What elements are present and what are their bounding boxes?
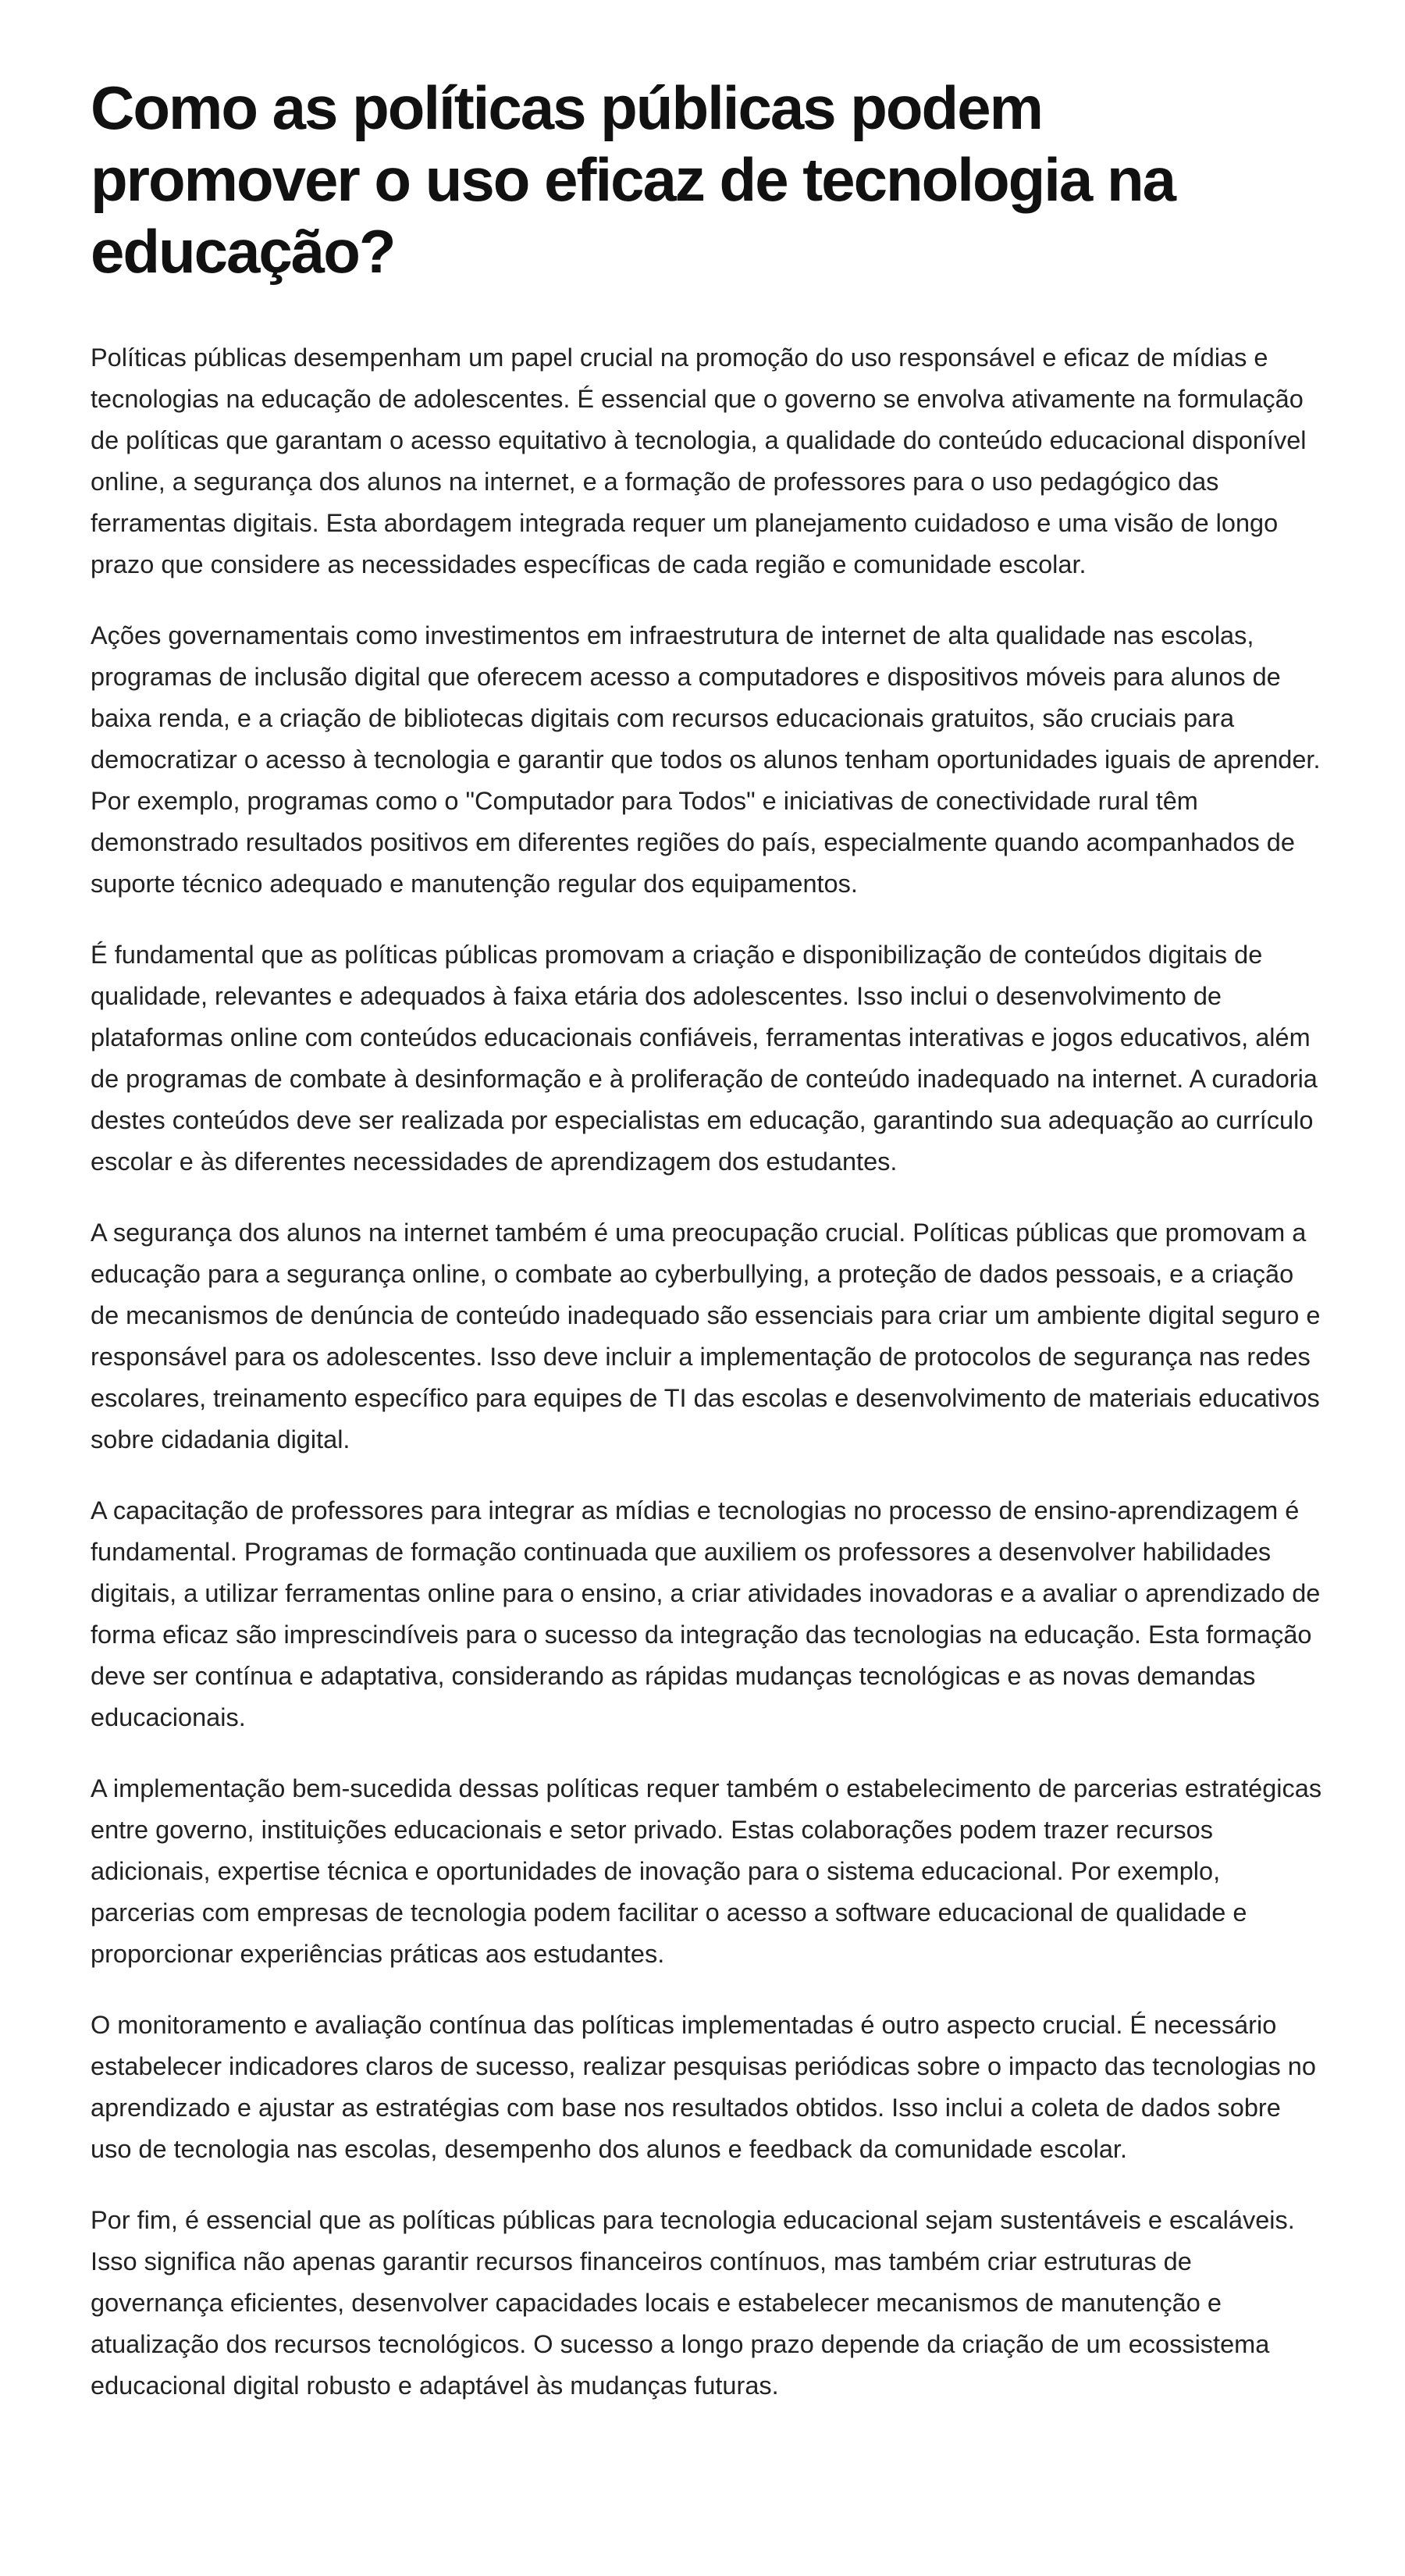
- paragraph: O monitoramento e avaliação contínua das políticas implementadas é outro aspecto crucial. É necessário estabelecer indicadores claros de sucesso, realizar pesquisas periódicas sobre o impacto das tecnologias no aprendizado e ajustar as estratégias com base nos resultados obtidos. Isso inclui a coleta de dados sobre uso de tecnologia nas escolas, desempenho dos alunos e feedback da comunidade escolar.: [91, 2011, 1316, 2163]
- paragraph: É fundamental que as políticas públicas promovam a criação e disponibilização de conteúdos digitais de qualidade, relevantes e adequados à faixa etária dos adolescentes. Isso inclui o desenvolvimento de plataformas online com conteúdos educacionais confiáveis, ferramentas interativas e jogos educativos, além de programas de combate à desinformação e à proliferação de conteúdo inadequado na internet. A curadoria destes conteúdos deve ser realizada por especialistas em educação, garantindo sua adequação ao currículo escolar e às diferentes necessidades de aprendizagem dos estudantes.: [91, 941, 1318, 1176]
- article: [91, 72, 1324, 2436]
- article-title: Como as políticas públicas podem promover o uso eficaz de tecnologia na educação?: [91, 73, 1175, 286]
- paragraph: A implementação bem-sucedida dessas políticas requer também o estabelecimento de parcerias estratégicas entre governo, instituições educacionais e setor privado. Estas colaborações podem trazer recursos adicionais, expertise técnica e oportunidades de inovação para o sistema educacional. Por exemplo, parcerias com empresas de tecnologia podem facilitar o acesso a software educacional de qualidade e proporcionar experiências práticas aos estudantes.: [91, 1774, 1322, 1968]
- paragraph: Ações governamentais como investimentos em infraestrutura de internet de alta qualidade nas escolas, programas de inclusão digital que oferecem acesso a computadores e dispositivos móveis para alunos de baixa renda, e a criação de bibliotecas digitais com recursos educacionais gratuitos, são cruciais para democratizar o acesso à tecnologia e garantir que todos os alunos tenham oportunidades iguais de aprender. Por exemplo, programas como o "Computador para Todos" e iniciativas de conectividade rural têm demonstrado resultados positivos em diferentes regiões do país, especialmente quando acompanhados de suporte técnico adequado e manutenção regular dos equipamentos.: [91, 621, 1321, 898]
- paragraph: Políticas públicas desempenham um papel crucial na promoção do uso responsável e eficaz de mídias e tecnologias na educação de adolescentes. É essencial que o governo se envolva ativamente na formulação de políticas que garantam o acesso equitativo à tecnologia, a qualidade do conteúdo educacional disponível online, a segurança dos alunos na internet, e a formação de professores para o uso pedagógico das ferramentas digitais. Esta abordagem integrada requer um planejamento cuidadoso e uma visão de longo prazo que considere as necessidades específicas de cada região e comunidade escolar.: [91, 343, 1307, 578]
- paragraph: A capacitação de professores para integrar as mídias e tecnologias no processo de ensino-aprendizagem é fundamental. Programas de formação continuada que auxiliem os professores a desenvolver habilidades digitais, a utilizar ferramentas online para o ensino, a criar atividades inovadoras e a avaliar o aprendizado de forma eficaz são imprescindíveis para o sucesso da integração das tecnologias na educação. Esta formação deve ser contínua e adaptativa, considerando as rápidas mudanças tecnológicas e as novas demandas educacionais.: [91, 1496, 1321, 1731]
- paragraph: Por fim, é essencial que as políticas públicas para tecnologia educacional sejam sustentáveis e escaláveis. Isso significa não apenas garantir recursos financeiros contínuos, mas também criar estruturas de governança eficientes, desenvolver capacidades locais e estabelecer mecanismos de manutenção e atualização dos recursos tecnológicos. O sucesso a longo prazo depende da criação de um ecossistema educacional digital robusto e adaptável às mudanças futuras.: [91, 2206, 1295, 2400]
- paragraph: A segurança dos alunos na internet também é uma preocupação crucial. Políticas públicas que promovam a educação para a segurança online, o combate ao cyberbullying, a proteção de dados pessoais, e a criação de mecanismos de denúncia de conteúdo inadequado são essenciais para criar um ambiente digital seguro e responsável para os adolescentes. Isso deve incluir a implementação de protocolos de segurança nas redes escolares, treinamento específico para equipes de TI das escolas e desenvolvimento de materiais educativos sobre cidadania digital.: [91, 1219, 1321, 1453]
